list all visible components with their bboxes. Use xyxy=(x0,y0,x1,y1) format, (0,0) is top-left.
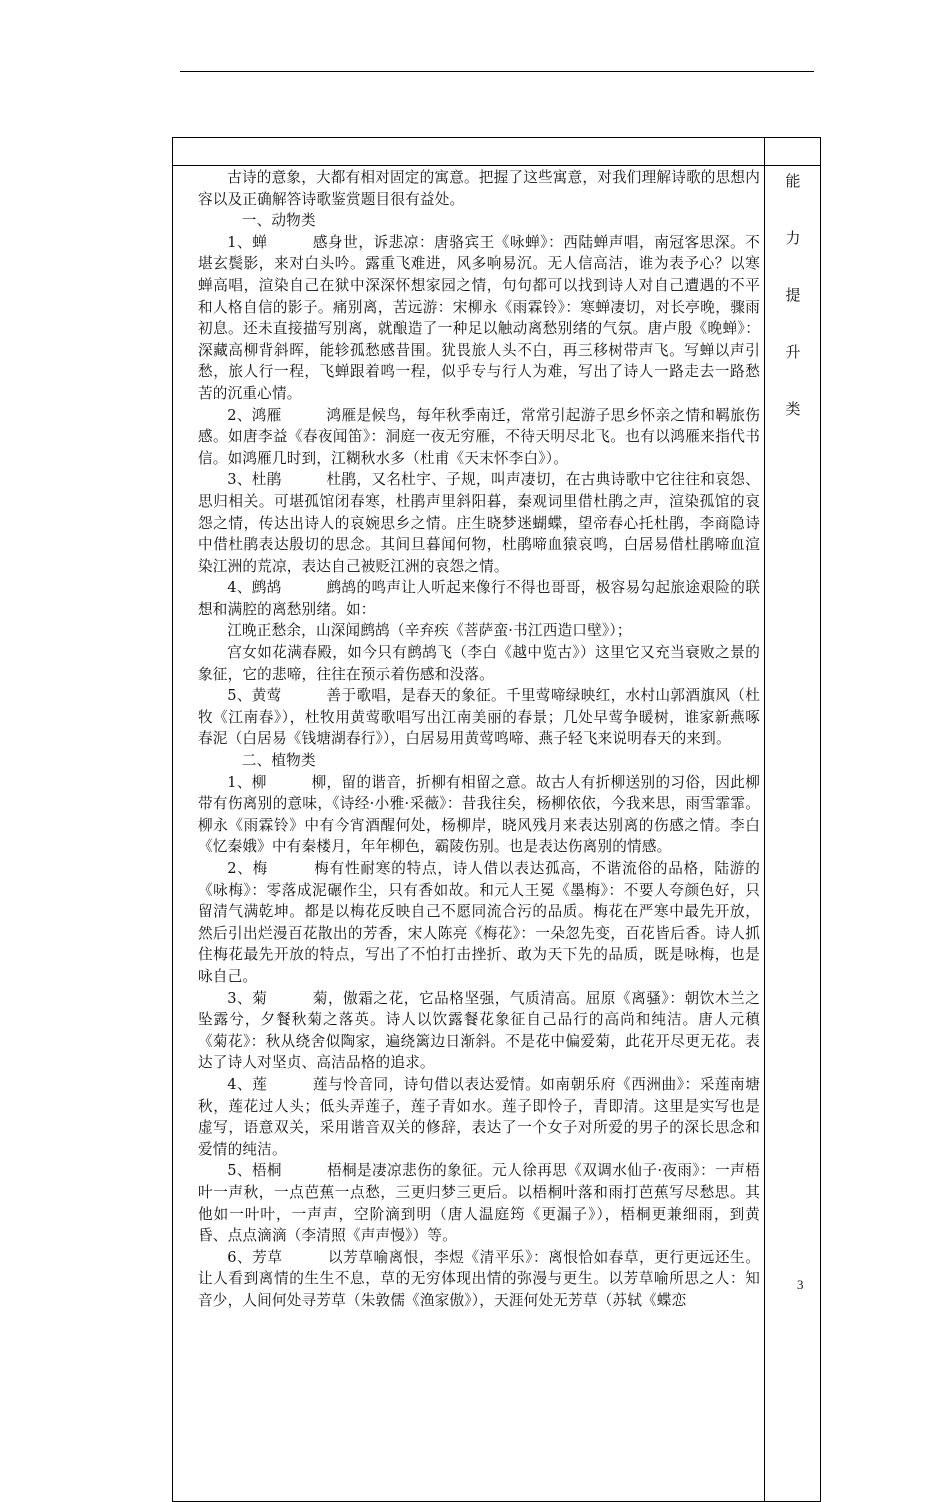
section-heading-plants: 二、植物类 xyxy=(241,752,316,770)
page-number: 3 xyxy=(797,1277,804,1292)
side-label-char: 力 xyxy=(785,229,801,247)
side-label-char: 提 xyxy=(785,286,801,304)
paragraph-partridge-quote-1: 江晚正愁余，山深闻鹧鸪（辛弃疾《菩萨蛮·书江西造口壁》）； xyxy=(227,622,632,640)
paragraph-wild-goose: 2、鸿雁 鸿雁是候鸟，每年秋季南迁，常常引起游子思乡怀亲之情和羁旅伤感。如唐李益《春夜闻笛》：洞庭一夜无穷雁，不待天明尽北飞。也有以鸿雁来指代书信。如鸿雁几时到，江糊秋水多（杜甫《天末怀李白》）。 xyxy=(198,406,760,467)
paragraph-chrysanthemum: 3、菊 菊，傲霜之花，它品格坚强，气质清高。屈原《离骚》：朝饮木兰之坠露兮，夕餐秋菊之落英。诗人以饮露餐花象征自己品行的高尚和纯洁。唐人元稹《菊花》：秋从绕舍似陶家，遍绕篱边日渐斜。不是花中偏爱菊，此花开尽更无花。表达了诗人对坚贞、高洁品格的追求。 xyxy=(198,989,760,1072)
side-category-label xyxy=(765,170,821,455)
paragraph-parasol-tree: 5、梧桐 梧桐是凄凉悲伤的象征。元人徐再思《双调水仙子·夜雨》：一声梧叶一声秋，一点芭蕉一点愁，三更归梦三更后。以梧桐叶落和雨打芭蕉写尽愁思。其他如一叶叶，一声声，空阶滴到明（唐人温庭筠《更漏子》），梧桐更兼细雨，到黄昏、点点滴滴（李清照《声声慢》）等。 xyxy=(198,1162,760,1245)
paragraph-cicada: 1、蝉 感身世，诉悲凉：唐骆宾王《咏蝉》：西陆蝉声唱，南冠客思深。不堪玄鬓影，来对白头吟。露重飞难进，风多响易沉。无人信高洁，谁为表予心？以寒蝉高唱，渲染自己在狱中深深怀想家园之情，句句都可以找到诗人对自己遭遇的不平和人格自信的影子。痛别离，苦远游：宋柳永《雨霖铃》：寒蝉凄切，对长亭晚，骤雨初息。还未直接描写别离，就酿造了一种足以触动离愁别绪的气氛。唐卢殷《晚蝉》：深藏高柳背斜晖，能轸孤愁感昔围。犹畏旅人头不白，再三移树带声飞。写蝉以声引愁，旅人行一程，飞蝉跟着鸣一程，似乎专与行人为难，写出了诗人一路走去一路愁苦的沉重心情。 xyxy=(198,233,760,402)
side-label-char: 类 xyxy=(785,400,801,418)
paragraph-partridge-quote-2: 宫女如花满春殿，如今只有鹧鸪飞（李白《越中览古》）这里它又充当衰败之景的象征，它的悲啼，往往在预示着伤感和没落。 xyxy=(198,644,760,683)
article-body xyxy=(198,167,760,1311)
document-table xyxy=(172,137,821,1502)
paragraph-cuckoo: 3、杜鹃 杜鹃，又名杜宇、子规，叫声凄切，在古典诗歌中它往往和哀怨、思归相关。可堪孤馆闭春寒，杜鹃声里斜阳暮，秦观词里借杜鹃之声，渲染孤馆的哀怨之情，传达出诗人的哀婉思乡之情。庄生晓梦迷蝴蝶，望帝春心托杜鹃，李商隐诗中借杜鹃表达殷切的思念。其间旦暮闻何物，杜鹃啼血猿哀鸣，白居易借杜鹃啼血渲染江洲的荒凉，表达自己被贬江洲的哀怨之情。 xyxy=(198,471,760,575)
side-label-char: 升 xyxy=(785,343,801,361)
paragraph-partridge: 4、鹧鸪 鹧鸪的鸣声让人听起来像行不得也哥哥，极容易勾起旅途艰险的联想和满腔的离愁别绪。如： xyxy=(198,579,760,618)
paragraph-intro: 古诗的意象，大都有相对固定的寓意。把握了这些寓意，对我们理解诗歌的思想内容以及正确解答诗歌鉴赏题目很有益处。 xyxy=(198,169,760,208)
paragraph-fragrant-grass: 6、芳草 以芳草喻离恨，李煜《清平乐》：离恨恰如春草，更行更远还生。让人看到离情的生生不息，草的无穷体现出情的弥漫与更生。以芳草喻所思之人：知音少，人间何处寻芳草（朱敦儒《渔家傲》），天涯何处无芳草（苏轼《蝶恋 xyxy=(198,1248,760,1309)
paragraph-oriole: 5、黄莺 善于歌唱，是春天的象征。千里莺啼绿映红，水村山郭酒旗风（杜牧《江南春》），杜牧用黄莺歌唱写出江南美丽的春景；几处早莺争暖树，谁家新燕啄春泥（白居易《钱塘湖春行》），白居易用黄莺鸣啼、燕子轻飞来说明春天的来到。 xyxy=(198,687,760,748)
header-rule xyxy=(180,71,814,72)
table-header-row xyxy=(173,138,820,166)
paragraph-willow: 1、柳 柳，留的谐音，折柳有相留之意。故古人有折柳送别的习俗，因此柳带有伤离别的意味，《诗经·小雅·采薇》：昔我往矣，杨柳依依，今我来思，雨雪霏霏。柳永《雨霖铃》中有今宵酒醒何处，杨柳岸，晓风残月来表达别离的伤感之情。李白《忆秦娥》中有秦楼月，年年柳色，霸陵伤别。也是表达伤离别的情感。 xyxy=(198,773,760,856)
section-heading-animals: 一、动物类 xyxy=(241,212,316,230)
side-label-char: 能 xyxy=(785,172,801,190)
paragraph-plum: 2、梅 梅有性耐寒的特点，诗人借以表达孤高，不谐流俗的品格，陆游的《咏梅》：零落成泥碾作尘，只有香如故。和元人王冕《墨梅》：不要人夸颜色好，只留清气满乾坤。都是以梅花反映自己不愿同流合污的品质。梅花在严寒中最先开放，然后引出烂漫百花散出的芳香，宋人陈亮《梅花》：一朵忽先变，百花皆后香。诗人抓住梅花最先开放的特点，写出了不怕打击挫折、敢为天下先的品质，既是咏梅，也是咏自己。 xyxy=(198,860,760,985)
paragraph-lotus: 4、莲 莲与怜音同，诗句借以表达爱情。如南朝乐府《西洲曲》：采莲南塘秋，莲花过人头；低头弄莲子，莲子青如水。莲子即怜子，青即清。这里是实写也是虚写，语意双关，采用谐音双关的修辞，表达了一个女子对所爱的男子的深长思念和爱情的纯洁。 xyxy=(198,1075,760,1158)
